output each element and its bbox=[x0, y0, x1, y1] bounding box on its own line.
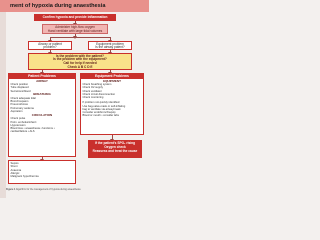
list-item: Use bag-valve-mask or self-inflating bbox=[82, 104, 126, 108]
list-item: Pneumothorax bbox=[10, 103, 28, 107]
question-line3: Call for help if needed bbox=[63, 61, 97, 66]
caption-label: Figure 1 bbox=[6, 188, 16, 191]
airway-patient-line2: problem? bbox=[43, 45, 57, 50]
list-item: Secretions/blood bbox=[10, 89, 31, 93]
figure-title: ment of hypoxia during anaesthesia bbox=[0, 0, 149, 12]
list-item: Blood or mouth • consider labs bbox=[82, 114, 119, 118]
list-item: Check O2 supply bbox=[82, 86, 103, 90]
list-item: Malignant hyperthermia bbox=[10, 175, 39, 178]
equipment-problem-line2: Is the airway patent? bbox=[95, 45, 125, 50]
equipment-subheading: EQUIPMENT bbox=[103, 78, 121, 83]
confirm-hypoxia-box bbox=[34, 14, 116, 21]
equipment-problems-heading: Equipment Problems bbox=[81, 74, 143, 79]
list-item: Consider endobronch/equip bbox=[82, 111, 116, 115]
question-line4: Check A B C D E bbox=[67, 65, 93, 70]
list-item: Check ventilator bbox=[82, 89, 102, 93]
list-item: cardiac/failure • ALS bbox=[10, 130, 35, 134]
list-item: Check circuit disconnection bbox=[82, 92, 116, 96]
circulation-subheading: CIRCULATION bbox=[31, 112, 53, 117]
administer-oxygen-line1: Administer high-flow oxygen bbox=[55, 25, 95, 29]
list-item: Shunt bbox=[10, 165, 18, 169]
equipment-problem-box bbox=[88, 41, 132, 50]
breathing-subheading: BREATHING bbox=[33, 92, 51, 97]
patient-equipment-question-box bbox=[28, 53, 132, 70]
reassess-line3: Reassess and treat the cause bbox=[92, 148, 138, 153]
list-item: Hypotension bbox=[10, 123, 26, 127]
list-item: Check monitoring bbox=[82, 96, 104, 100]
airway-patient-box bbox=[28, 41, 72, 50]
question-line1: Is the problem with the patient? bbox=[56, 53, 104, 58]
list-item: Bronchospasm bbox=[10, 100, 29, 104]
list-item: Aspiration bbox=[10, 109, 23, 113]
airway-subheading: AIRWAY bbox=[36, 78, 48, 83]
list-item: bag to ventilate via airway/mask bbox=[82, 107, 121, 111]
other-causes-box bbox=[8, 160, 76, 184]
list-item: Anaemia bbox=[10, 168, 22, 172]
airway-patient-line1: Airway or patient bbox=[38, 41, 62, 46]
list-item: Blood loss • anaesthesia • functions • bbox=[10, 127, 55, 131]
list-item: If problem not quickly identified bbox=[82, 101, 120, 105]
branch-line-1 bbox=[50, 37, 110, 38]
patient-problems-heading: Patient Problems bbox=[9, 74, 75, 79]
list-item: Check breathing system bbox=[82, 83, 112, 87]
caption-text: Algorithm for the management of hypoxia during anaesthesia bbox=[15, 188, 81, 191]
page-shade bbox=[0, 12, 6, 198]
figure-caption bbox=[6, 188, 146, 193]
list-item: Check adequate tidal bbox=[10, 96, 36, 100]
reassess-box bbox=[88, 140, 142, 158]
list-item: Tube displaced bbox=[10, 86, 29, 90]
equipment-problem-line1: Equipment problem bbox=[96, 41, 124, 46]
reassess-line1: If the patient's SPO₂ rising bbox=[94, 141, 136, 145]
confirm-hypoxia-text: Confirm hypoxia and provide inflammation bbox=[42, 15, 108, 19]
question-line2: Is the problem with the equipment? bbox=[53, 57, 107, 62]
list-item: Check pulse bbox=[10, 117, 26, 121]
list-item: Pulmonary oedema bbox=[10, 106, 34, 110]
list-item: Allergic bbox=[10, 171, 20, 175]
equipment-problems-panel bbox=[80, 73, 144, 135]
administer-oxygen-box bbox=[42, 24, 108, 34]
reassess-line2: Oxygen check bbox=[104, 144, 126, 149]
administer-oxygen-line2: Hand ventilate with large tidal volumes bbox=[47, 28, 103, 33]
patient-problems-panel bbox=[8, 73, 76, 157]
list-item: Check position bbox=[10, 83, 29, 87]
list-item: Pulm. embolus/infarct bbox=[10, 120, 37, 124]
list-item: Sepsis bbox=[10, 162, 19, 165]
